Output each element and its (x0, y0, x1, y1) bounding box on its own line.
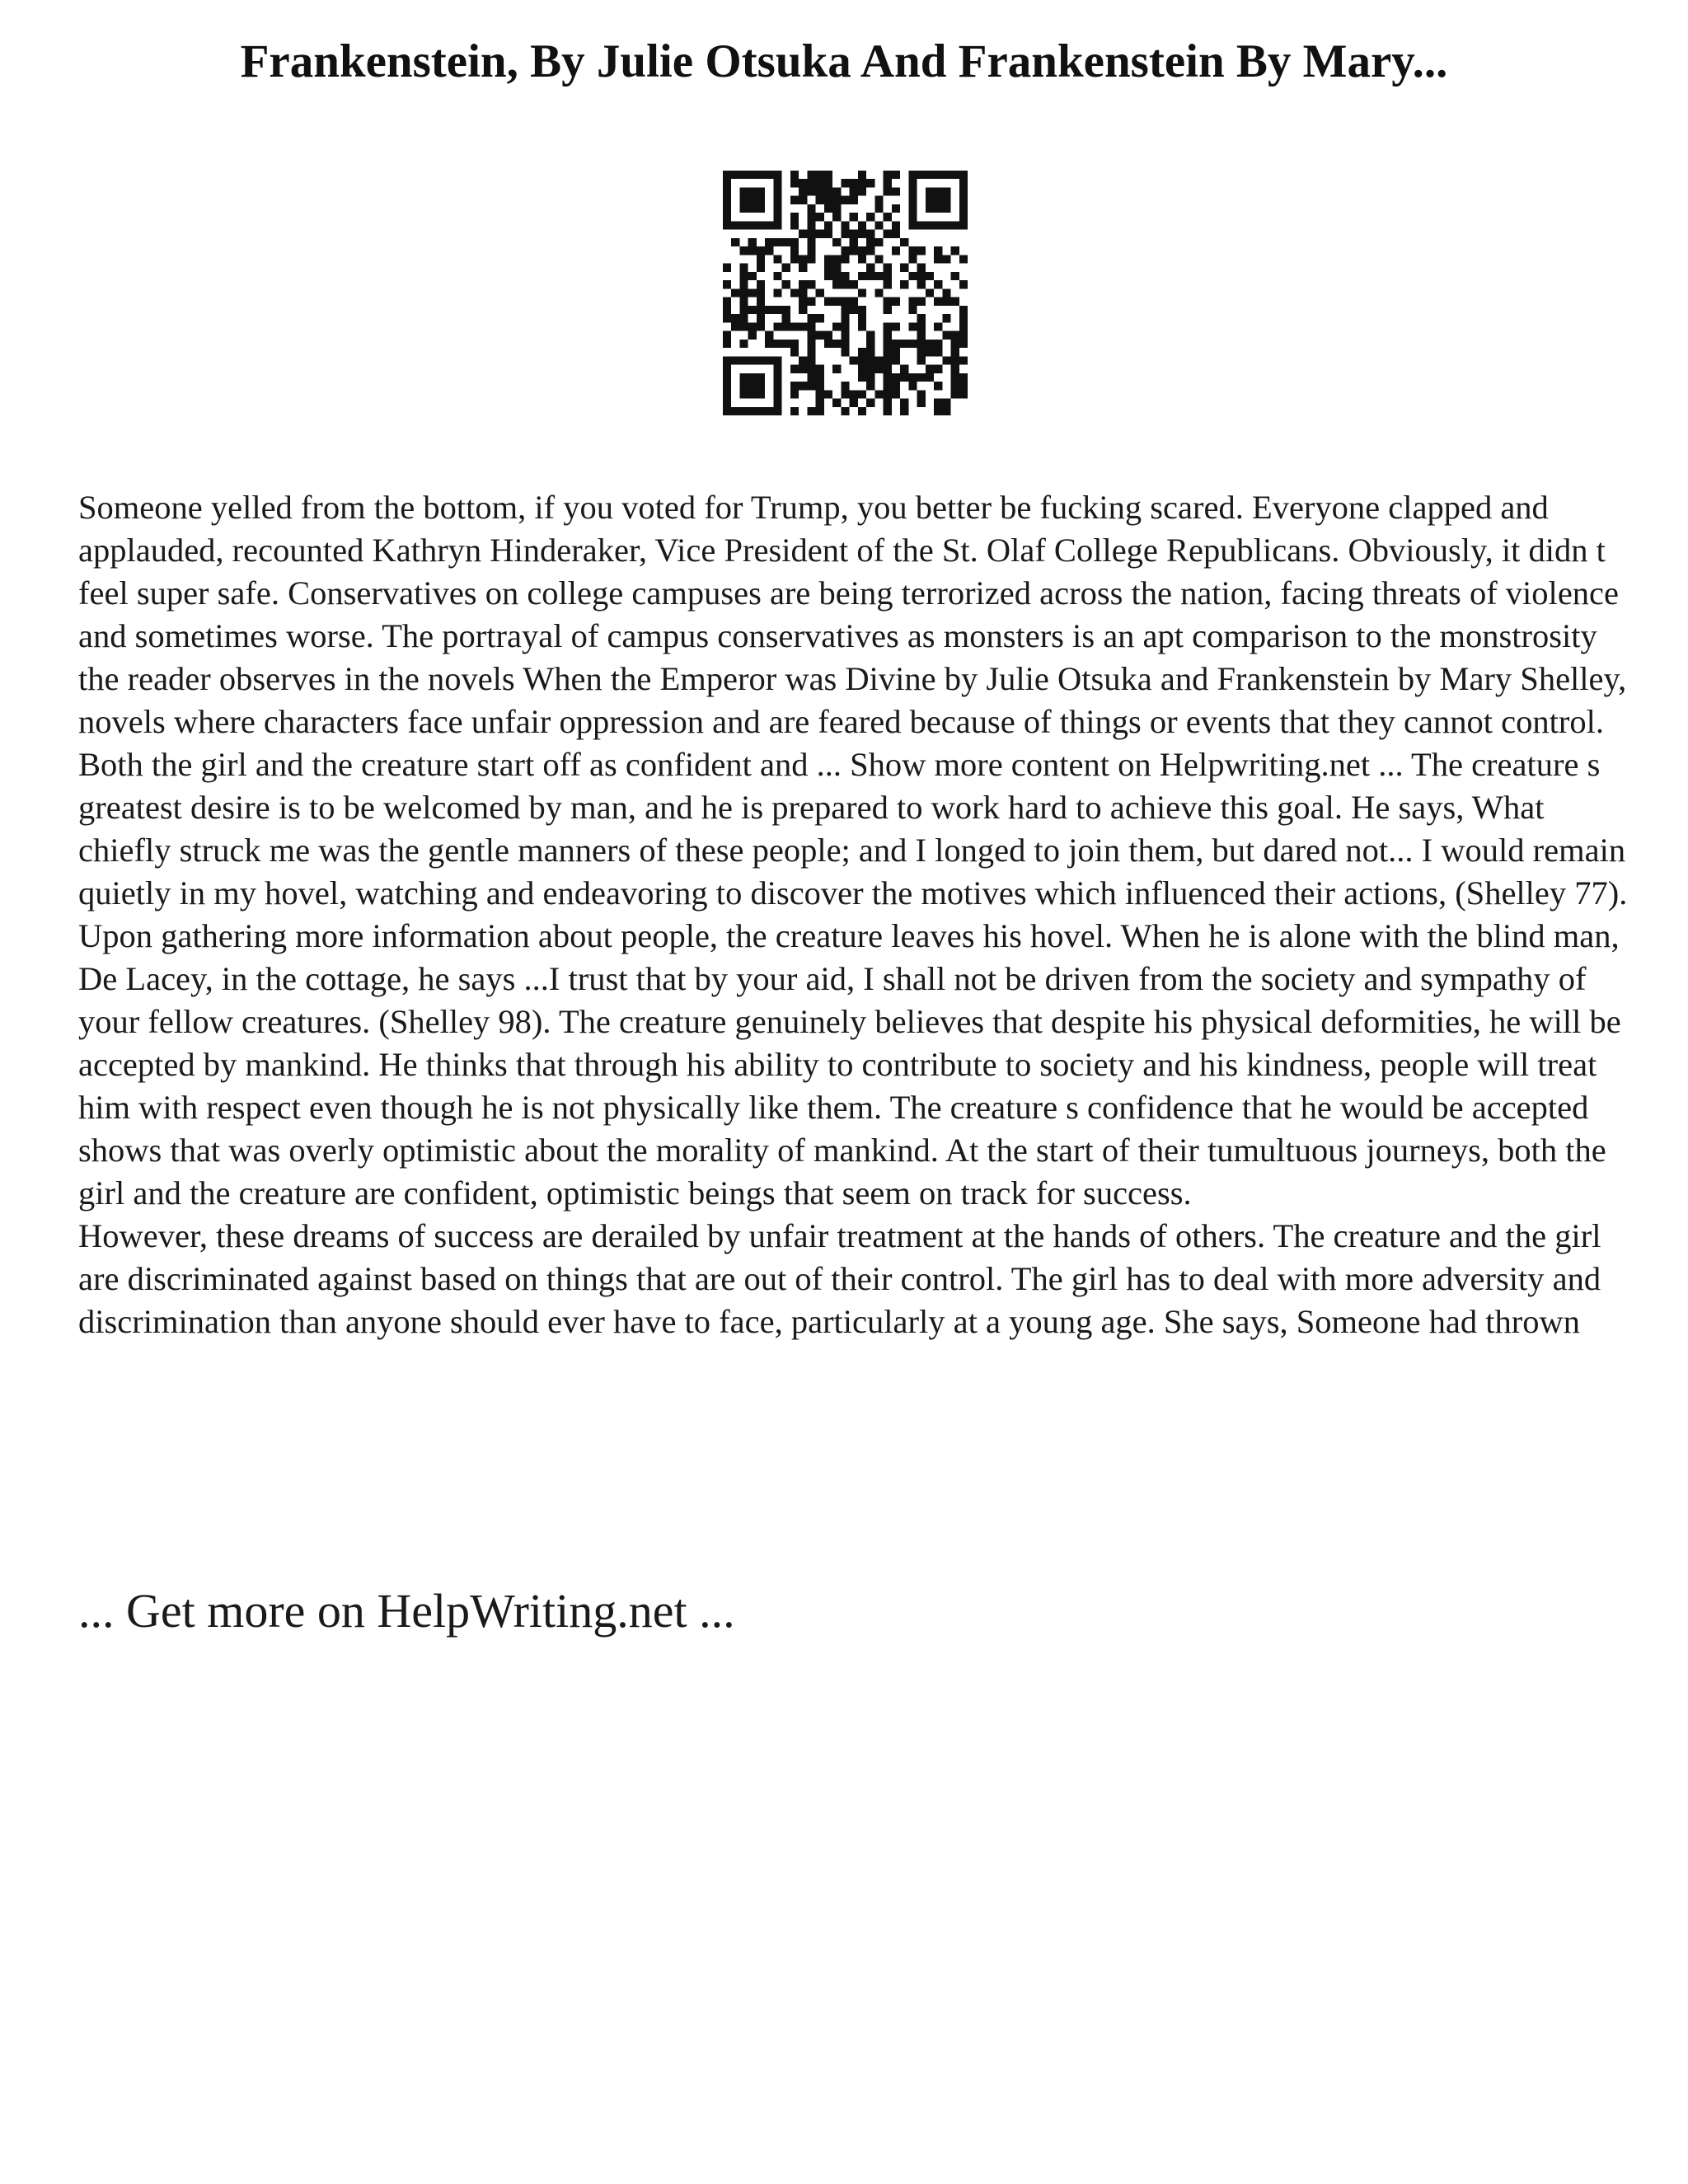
body-paragraph-1: Someone yelled from the bottom, if you voted for Trump, you better be fucking scared. Everyone clapped and applauded, recounted Kathryn Hinderaker, Vice President of the St. Olaf College Republicans. Obviously, it didn t feel super safe. Conservatives on college campuses are being terrorized across the nation, facing threats of violence and sometimes worse. The portrayal of campus conservatives as monsters is an apt comparison to the monstrosity the reader observes in the novels When the Emperor was Divine by Julie Otsuka and Frankenstein by Mary Shelley, novels where characters face unfair oppression and are feared because of things or events that they cannot control. Both the girl and the creature start off as confident and ... Show more content on Helpwriting.net ... The creature s greatest desire is to be welcomed by man, and he is prepared to work hard to achieve this goal. He says, What chiefly struck me was the gentle manners of these people; and I longed to join them, but dared not... I would remain quietly in my hovel, watching and endeavoring to discover the motives which influenced their actions, (Shelley 77). Upon gathering more information about people, the creature leaves his hovel. When he is alone with the blind man, De Lacey, in the cottage, he says ...I trust that by your aid, I shall not be driven from the society and sympathy of your fellow creatures. (Shelley 98). The creature genuinely believes that despite his physical deformities, he will be accepted by mankind. He thinks that through his ability to contribute to society and his kindness, people will treat him with respect even though he is not physically like them. The creature s confidence that he would be accepted shows that was overly optimistic about the morality of mankind. At the start of their tumultuous journeys, both the girl and the creature are confident, optimistic beings that seem on track for success. (78, 489, 1628, 1212)
document-title: Frankenstein, By Julie Otsuka And Frankenstein By Mary... (240, 35, 1448, 87)
get-more-link[interactable]: ... Get more on HelpWriting.net ... (78, 1584, 735, 1638)
body-paragraph-2: However, these dreams of success are derailed by unfair treatment at the hands of others. The creature and the girl are discriminated against based on things that are out of their control. The girl has to deal with more adversity and discrimination than anyone should ever have to face, particularly at a young age. She says, Someone had thrown (78, 1217, 1601, 1340)
document-body (78, 486, 1628, 1343)
qr-code-icon (723, 171, 968, 415)
